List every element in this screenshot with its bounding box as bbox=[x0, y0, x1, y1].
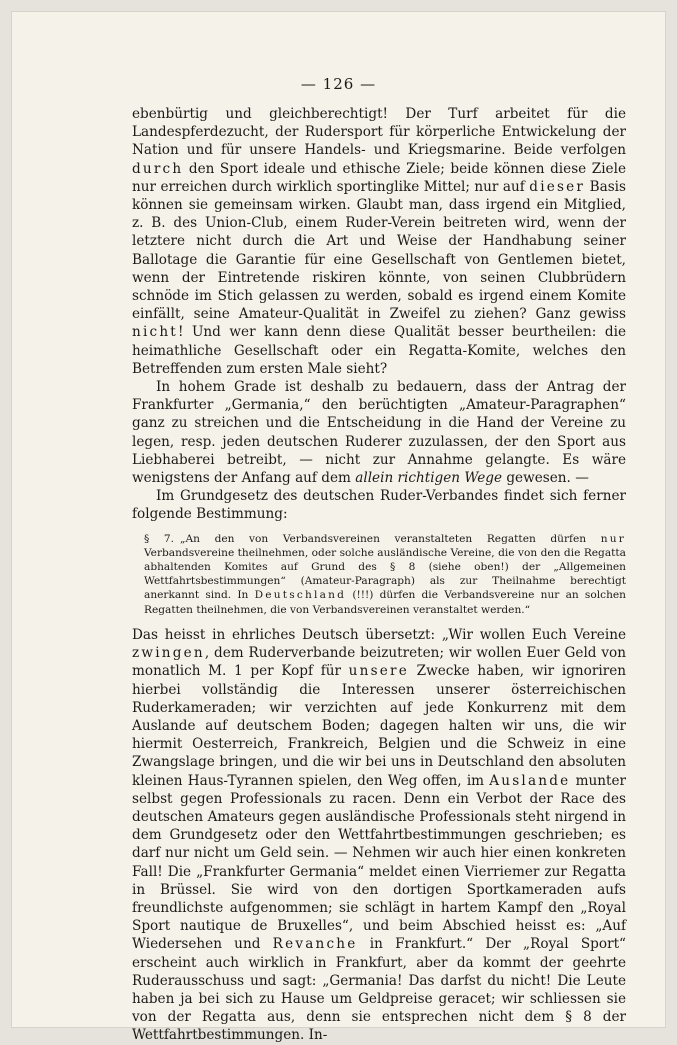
page-number: — 126 — bbox=[300, 75, 377, 93]
spaced-word: unsere bbox=[348, 663, 409, 680]
spaced-word: durch bbox=[132, 160, 184, 177]
spaced-word: Revanche bbox=[272, 936, 358, 953]
spaced-word: nur bbox=[600, 532, 626, 545]
book-page bbox=[12, 12, 665, 1044]
section-number: § 7. bbox=[144, 532, 175, 545]
italic-phrase: allein richtigen Wege bbox=[355, 470, 503, 487]
law-quote: § 7. „An den von Verbandsvereinen veranstalteten Regatten dürfen nur Verbandsvereine theilnehmen, oder solche ausländische Vereine, die von den die Regatta abhaltenden Komites auf Grund des § 8 (siehe oben!) der „Allgemeinen Wettfahrtsbestimmungen“ (Amateur-Paragraph) als zur Theilnahme berechtigt anerkannt sind. In Deutschland (!!!) dürfen die Verbandsvereine nur an solchen Regatten theilnehmen, die von Verbandsvereinen veranstaltet werden.“ bbox=[144, 532, 626, 616]
body-text bbox=[132, 105, 626, 1045]
spaced-word: dieser bbox=[529, 178, 586, 195]
paragraph-2: In hohem Grade ist deshalb zu bedauern, dass der Antrag der Frankfurter „Germania,“ den berüchtigten „Amateur-Paragraphen“ ganz zu streichen und die Entscheidung in die Hand der Vereine zu legen, resp. jeden deutschen Ruderer zuzulassen, der den Sport aus Liebhaberei betreibt, — nicht zur Annahme gelangte. Es wäre wenigstens der Anfang auf dem allein richtigen Wege gewesen. — bbox=[132, 379, 626, 487]
paragraph-3: Im Grundgesetz des deutschen Ruder-Verbandes findet sich ferner folgende Bestimmung: bbox=[132, 488, 626, 523]
spaced-word: zwingen bbox=[132, 645, 205, 662]
spaced-word: nicht bbox=[132, 324, 178, 341]
paragraph-1: ebenbürtig und gleichberechtigt! Der Turf arbeitet für die Landespferdezucht, der Rudersport für körperliche Entwickelung der Nation und für unsere Handels- und Kriegsmarine. Beide verfolgen durch den Sport ideale und ethische Ziele; beide können diese Ziele nur erreichen durch wirklich sportinglike Mittel; nur auf dieser Basis können sie gemeinsam wirken. Glaubt man, dass irgend ein Mitglied, z. B. des Union-Club, einem Ruder-Verein beitreten wird, wenn der letztere nicht durch die Art und Weise der Handhabung seiner Ballotage die Garantie für eine Gesellschaft von Gentlemen bietet, wenn der Eintretende riskiren könnte, von seinen Clubbrüdern schnöde im Stich gelassen zu werden, sobald es irgend einem Komite einfällt, seine Amateur-Qualität in Zweifel zu ziehen? Ganz gewiss nicht! Und wer kann denn diese Qualität besser beurtheilen: die heimathliche Gesellschaft oder ein Regatta-Komite, welches den Betreffenden zum ersten Male sieht? bbox=[132, 106, 627, 377]
spaced-word: Deutschland bbox=[254, 589, 347, 602]
paragraph-4: Das heisst in ehrliches Deutsch übersetzt: „Wir wollen Euch Vereine zwingen, dem Ruderverbande beizutreten; wir wollen Euer Geld von monatlich M. 1 per Kopf für unsere Zwecke haben, wir ignoriren hierbei vollständig die Interessen unserer österreichischen Ruderkameraden; wir verzichten auf jede Konkurrenz mit dem Auslande auf deutschem Boden; dagegen halten wir uns, die wir hiermit Oesterreich, Frankreich, Belgien und die Schweiz in eine Zwangslage bringen, und die wir bei uns in Deutschland den absoluten kleinen Haus-Tyrannen spielen, den Weg offen, im Auslande munter selbst gegen Professionals zu racen. Denn ein Verbot der Race des deutschen Amateurs gegen ausländische Professionals steht nirgend in dem Grundgesetz oder den Wettfahrtbestimmungen geschrieben; es darf nur nicht um Geld sein. — Nehmen wir auch hier einen konkreten Fall! Die „Frankfurter Germania“ meldet einen Vierriemer zur Regatta in Brüssel. Sie wird von den dortigen Sportkameraden aufs freundlichste aufgenommen; sie schlägt in hartem Kampf den „Royal Sport nautique de Bruxelles“, und beim Abschied heisst es: „Auf Wiedersehen und Revanche in Frankfurt.“ Der „Royal Sport“ erscheint auch wirklich in Frankfurt, aber da kommt der geehrte Ruderausschuss und sagt: „Germania! Das darfst du nicht! Die Leute haben ja bei sich zu Hause um Geldpreise geracet; wir schliessen sie von der Regatta aus, denn sie entsprechen nicht dem § 8 der Wettfahrtbestimmungen. In- bbox=[132, 626, 627, 1044]
spaced-word: Auslande bbox=[489, 772, 571, 789]
